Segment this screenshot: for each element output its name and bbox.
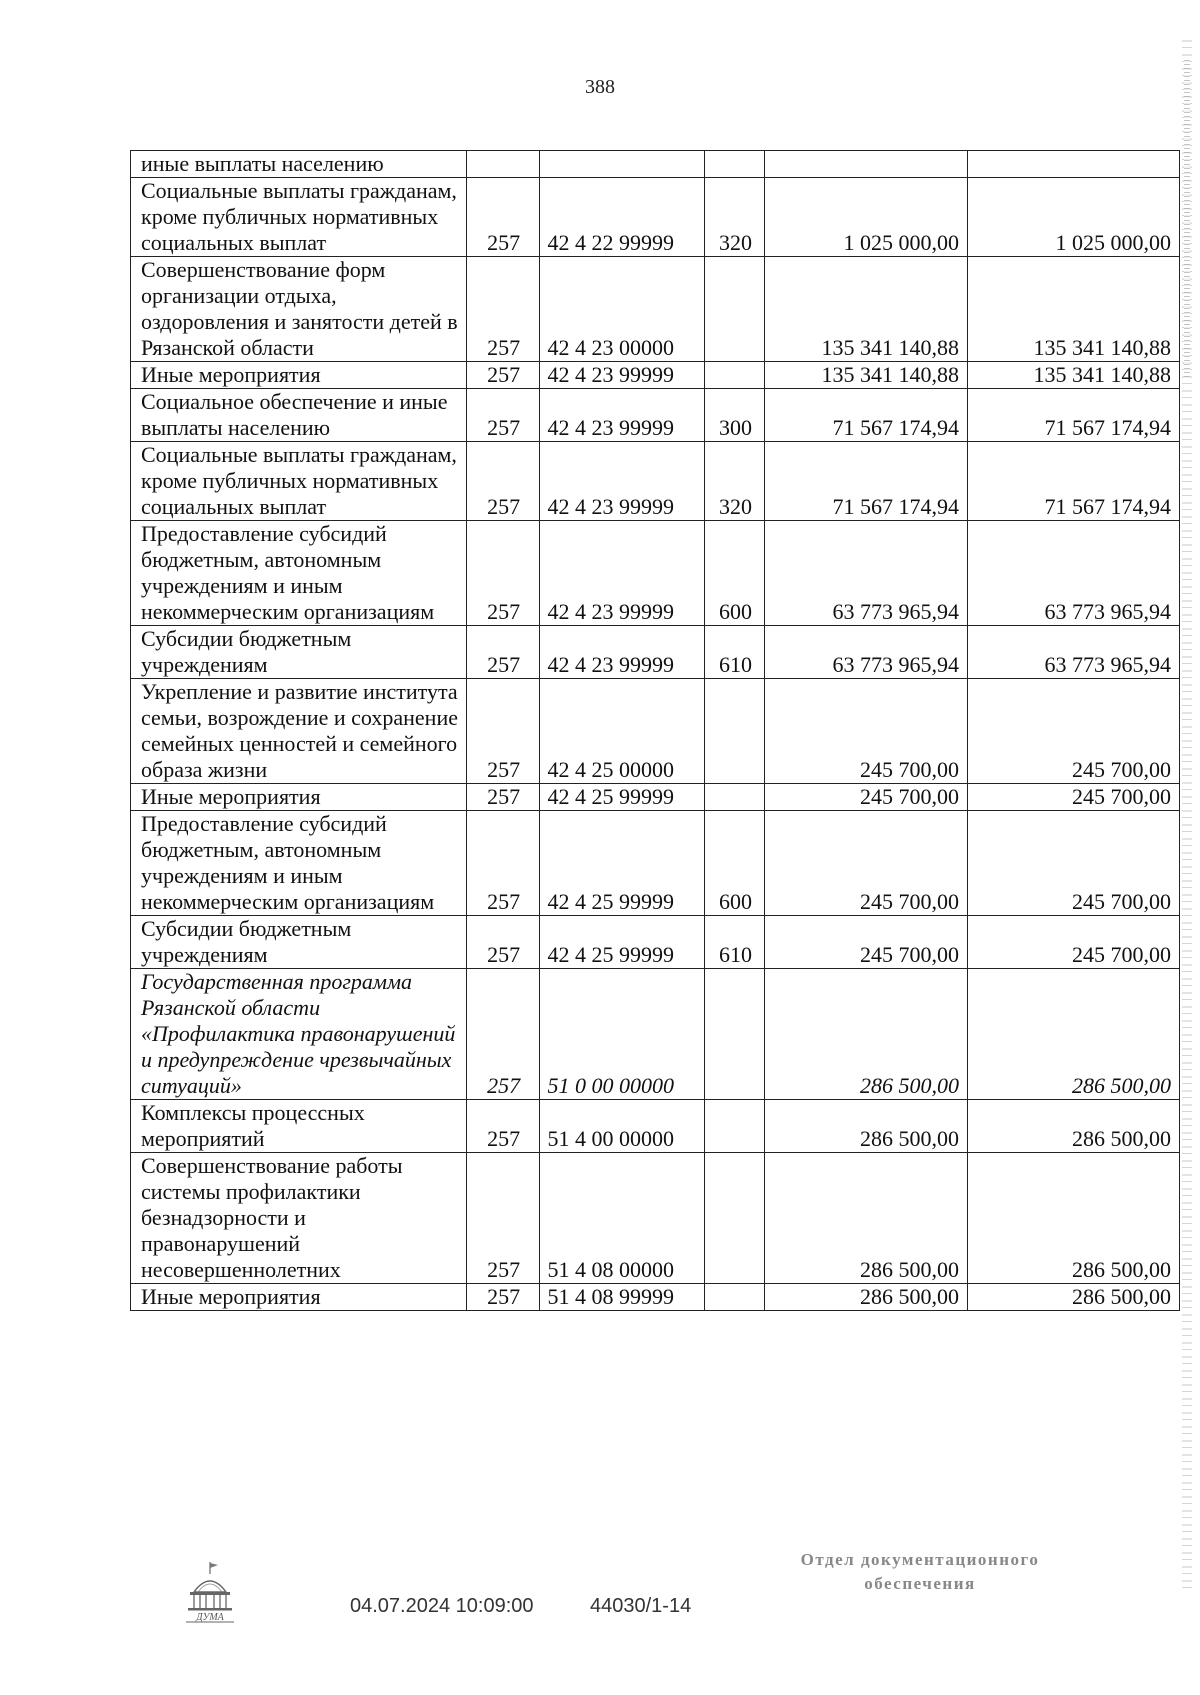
cell-csr: 51 4 00 00000 <box>539 1100 705 1153</box>
cell-name: Совершенствование форм организации отдыха, оздоровления и занятости детей в Рязанской области <box>131 257 467 362</box>
table-row <box>131 389 1180 442</box>
table-row <box>131 679 1180 784</box>
cell-sum-1: 286 500,00 <box>764 1153 967 1284</box>
cell-sum-2: 286 500,00 <box>967 1153 1179 1284</box>
cell-sum-2: 245 700,00 <box>967 784 1179 811</box>
cell-csr: 42 4 23 99999 <box>539 389 705 442</box>
cell-sum-1: 286 500,00 <box>764 969 967 1100</box>
cell-name: Субсидии бюджетным учреждениям <box>131 916 467 969</box>
cell-ved <box>466 151 539 178</box>
table-row <box>131 151 1180 178</box>
cell-csr: 42 4 25 00000 <box>539 679 705 784</box>
cell-csr: 42 4 25 99999 <box>539 916 705 969</box>
cell-name: Иные мероприятия <box>131 362 467 389</box>
cell-name: Комплексы процессных мероприятий <box>131 1100 467 1153</box>
page-number: 388 <box>585 76 615 98</box>
cell-csr: 51 4 08 00000 <box>539 1153 705 1284</box>
duma-emblem-icon <box>180 1560 240 1624</box>
cell-sum-2: 245 700,00 <box>967 811 1179 916</box>
cell-ved: 257 <box>466 626 539 679</box>
cell-sum-2: 286 500,00 <box>967 1284 1179 1311</box>
cell-sum-1: 286 500,00 <box>764 1284 967 1311</box>
cell-csr: 42 4 23 99999 <box>539 521 705 626</box>
table-row <box>131 1153 1180 1284</box>
cell-vr <box>705 969 765 1100</box>
table-row <box>131 1284 1180 1311</box>
cell-sum-1: 135 341 140,88 <box>764 362 967 389</box>
cell-name: Социальные выплаты гражданам, кроме публичных нормативных социальных выплат <box>131 442 467 521</box>
cell-name: Совершенствование работы системы профилактики безнадзорности и правонарушений несовершеннолетних <box>131 1153 467 1284</box>
table-row <box>131 442 1180 521</box>
cell-sum-2: 135 341 140,88 <box>967 257 1179 362</box>
cell-ved: 257 <box>466 442 539 521</box>
cell-vr <box>705 1284 765 1311</box>
cell-vr: 610 <box>705 916 765 969</box>
cell-ved: 257 <box>466 784 539 811</box>
cell-sum-1: 135 341 140,88 <box>764 257 967 362</box>
cell-name: иные выплаты населению <box>131 151 467 178</box>
cell-vr <box>705 679 765 784</box>
cell-ved: 257 <box>466 1284 539 1311</box>
cell-vr <box>705 362 765 389</box>
budget-table <box>130 150 1180 1311</box>
table-row <box>131 811 1180 916</box>
cell-ved: 257 <box>466 1100 539 1153</box>
cell-vr <box>705 1153 765 1284</box>
cell-vr: 320 <box>705 442 765 521</box>
cell-sum-2: 71 567 174,94 <box>967 389 1179 442</box>
cell-name: Социальные выплаты гражданам, кроме публичных нормативных социальных выплат <box>131 178 467 257</box>
table-row <box>131 521 1180 626</box>
cell-sum-2: 63 773 965,94 <box>967 521 1179 626</box>
cell-csr <box>539 151 705 178</box>
duma-logo-text: ДУМА <box>196 1612 224 1623</box>
cell-vr <box>705 151 765 178</box>
cell-vr: 300 <box>705 389 765 442</box>
cell-vr: 600 <box>705 811 765 916</box>
stamp-line-1: Отдел документационного <box>800 1550 1040 1569</box>
cell-name: Иные мероприятия <box>131 784 467 811</box>
cell-csr: 42 4 23 99999 <box>539 362 705 389</box>
cell-vr: 610 <box>705 626 765 679</box>
cell-sum-2: 245 700,00 <box>967 916 1179 969</box>
department-stamp <box>770 1548 1070 1596</box>
table-row <box>131 257 1180 362</box>
footer-registration-number: 44030/1-14 <box>590 1595 692 1617</box>
cell-sum-2: 63 773 965,94 <box>967 626 1179 679</box>
cell-sum-1: 71 567 174,94 <box>764 389 967 442</box>
cell-vr <box>705 784 765 811</box>
cell-sum-2: 286 500,00 <box>967 1100 1179 1153</box>
cell-vr: 600 <box>705 521 765 626</box>
cell-sum-1: 63 773 965,94 <box>764 521 967 626</box>
cell-name: Предоставление субсидий бюджетным, автономным учреждениям и иным некоммерческим организациям <box>131 811 467 916</box>
cell-ved: 257 <box>466 969 539 1100</box>
cell-sum-2: 286 500,00 <box>967 969 1179 1100</box>
cell-sum-1: 1 025 000,00 <box>764 178 967 257</box>
table-row <box>131 1100 1180 1153</box>
cell-sum-1: 245 700,00 <box>764 916 967 969</box>
stamp-line-2: обеспечения <box>864 1574 976 1593</box>
cell-sum-2 <box>967 151 1179 178</box>
table-row <box>131 362 1180 389</box>
cell-name: Укрепление и развитие института семьи, возрождение и сохранение семейных ценностей и семейного образа жизни <box>131 679 467 784</box>
cell-ved: 257 <box>466 521 539 626</box>
cell-sum-1: 245 700,00 <box>764 811 967 916</box>
cell-name: Государственная программа Рязанской области «Профилактика правонарушений и предупреждение чрезвычайных ситуаций» <box>131 969 467 1100</box>
cell-sum-1: 71 567 174,94 <box>764 442 967 521</box>
cell-csr: 42 4 25 99999 <box>539 784 705 811</box>
cell-sum-2: 245 700,00 <box>967 679 1179 784</box>
cell-csr: 42 4 25 99999 <box>539 811 705 916</box>
cell-sum-1: 286 500,00 <box>764 1100 967 1153</box>
cell-sum-1: 245 700,00 <box>764 784 967 811</box>
scan-edge-artifact <box>1182 40 1192 1590</box>
cell-sum-1: 245 700,00 <box>764 679 967 784</box>
cell-sum-2: 1 025 000,00 <box>967 178 1179 257</box>
cell-ved: 257 <box>466 811 539 916</box>
cell-csr: 42 4 23 99999 <box>539 442 705 521</box>
cell-ved: 257 <box>466 1153 539 1284</box>
cell-name: Субсидии бюджетным учреждениям <box>131 626 467 679</box>
cell-csr: 42 4 23 00000 <box>539 257 705 362</box>
cell-ved: 257 <box>466 257 539 362</box>
table-row <box>131 916 1180 969</box>
table-row <box>131 969 1180 1100</box>
cell-name: Предоставление субсидий бюджетным, автономным учреждениям и иным некоммерческим организациям <box>131 521 467 626</box>
cell-vr <box>705 1100 765 1153</box>
cell-sum-1 <box>764 151 967 178</box>
cell-ved: 257 <box>466 178 539 257</box>
cell-name: Иные мероприятия <box>131 1284 467 1311</box>
cell-sum-1: 63 773 965,94 <box>764 626 967 679</box>
footer-date: 04.07.2024 10:09:00 <box>350 1595 534 1617</box>
table-row <box>131 626 1180 679</box>
cell-ved: 257 <box>466 916 539 969</box>
cell-csr: 42 4 22 99999 <box>539 178 705 257</box>
cell-vr: 320 <box>705 178 765 257</box>
table-row <box>131 178 1180 257</box>
cell-csr: 51 0 00 00000 <box>539 969 705 1100</box>
cell-sum-2: 71 567 174,94 <box>967 442 1179 521</box>
cell-ved: 257 <box>466 389 539 442</box>
cell-sum-2: 135 341 140,88 <box>967 362 1179 389</box>
table-body <box>131 151 1180 1311</box>
cell-name: Социальное обеспечение и иные выплаты населению <box>131 389 467 442</box>
cell-ved: 257 <box>466 362 539 389</box>
cell-vr <box>705 257 765 362</box>
table-row <box>131 784 1180 811</box>
cell-csr: 51 4 08 99999 <box>539 1284 705 1311</box>
cell-csr: 42 4 23 99999 <box>539 626 705 679</box>
cell-ved: 257 <box>466 679 539 784</box>
